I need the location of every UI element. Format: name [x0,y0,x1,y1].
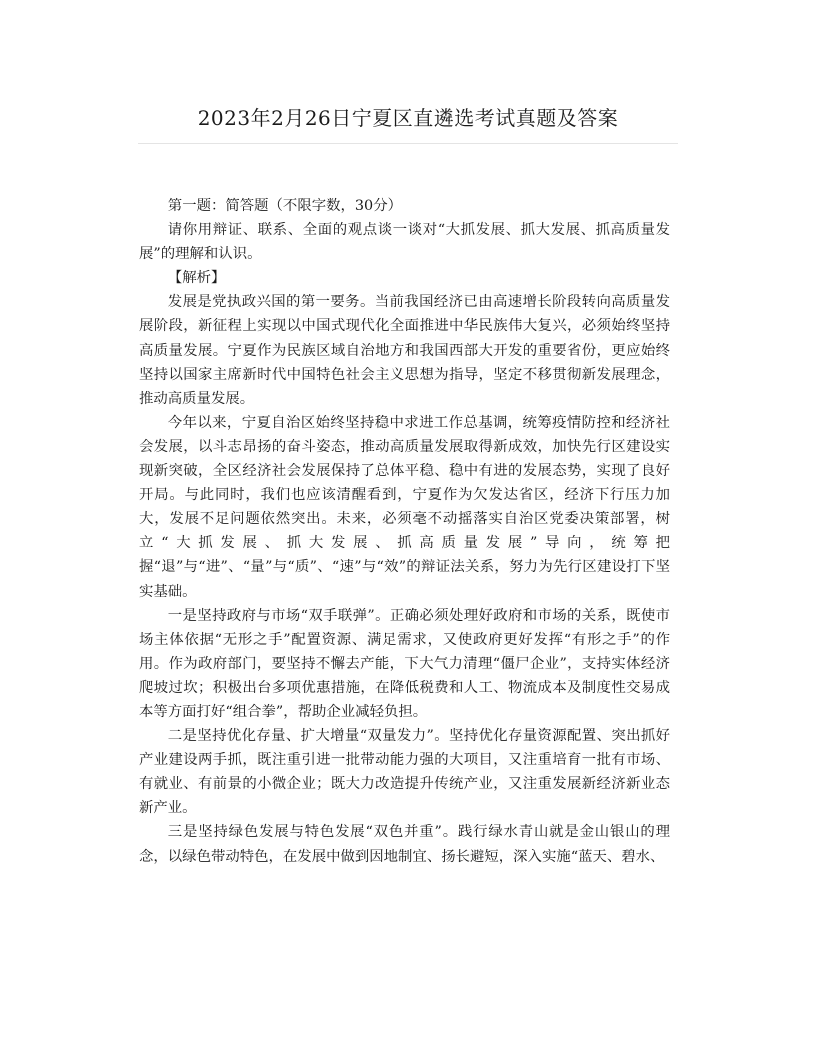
answer-paragraph: 发展是党执政兴国的第一要务。当前我国经济已由高速增长阶段转向高质量发展阶段，新征程上实现以中国式现代化全面推进中华民族伟大复兴，必须始终坚持高质量发展。宁夏作为民族区域自治地方和我国西部大开发的重要省份，更应始终坚持以国家主席新时代中国特色社会主义思想为指导，坚定不移贯彻新发展理念，推动高质量发展。 [139,294,670,407]
question-text: 请你用辩证、联系、全面的观点谈一谈对“大抓发展、抓大发展、抓高质量发展”的理解和认识。 [139,222,670,263]
answer-paragraph: 一是坚持政府与市场“双手联弹”。正确必须处理好政府和市场的关系，既使市场主体依据“无形之手”配置资源、满足需求，又使政府更好发挥“有形之手”的作用。作为政府部门，要坚持不懈去产能，下大气力清理“僵尸企业”，支持实体经济爬坡过坎；积极出台多项优惠措施，在降低税费和人工、物流成本及制度性交易成本等方面打好“组合拳”，帮助企业减轻负担。 [139,607,670,720]
answer-paragraph: 二是坚持优化存量、扩大增量“双量发力”。坚持优化存量资源配置、突出抓好产业建设两手抓，既注重引进一批带动能力强的大项目，又注重培育一批有市场、有就业、有前景的小微企业；既大力改造提升传统产业，又注重发展新经济新业态新产业。 [139,728,670,817]
analysis-label: 【解析】 [167,270,226,287]
title-divider [138,143,678,144]
answer-paragraph: 今年以来，宁夏自治区始终坚持稳中求进工作总基调，统筹疫情防控和经济社会发展，以斗志昂扬的奋斗姿态，推动高质量发展取得新成效，加快先行区建设实现新突破，全区经济社会发展保持了总体平稳、稳中有进的发展态势，实现了良好开局。与此同时，我们也应该清醒看到，宁夏作为欠发达省区，经济下行压力加大，发展不足问题依然突出。未来，必须毫不动摇落实自治区党委决策部署，树立“大抓发展、抓大发展、抓高质量发展”导向，统筹把握“退”与“进”、“量”与“质”、“速”与“效”的辩证法关系，努力为先行区建设打下坚实基础。 [139,414,670,600]
answer-paragraph: 三是坚持绿色发展与特色发展“双色并重”。践行绿水青山就是金山银山的理念，以绿色带动特色，在发展中做到因地制宜、扬长避短，深入实施“蓝天、碧水、 [139,824,670,865]
document-body [139,194,670,869]
question-header: 第一题：简答题（不限字数，30分） [167,198,402,214]
document-title: 2023年2月26日宁夏区直遴选考试真题及答案 [197,106,619,130]
